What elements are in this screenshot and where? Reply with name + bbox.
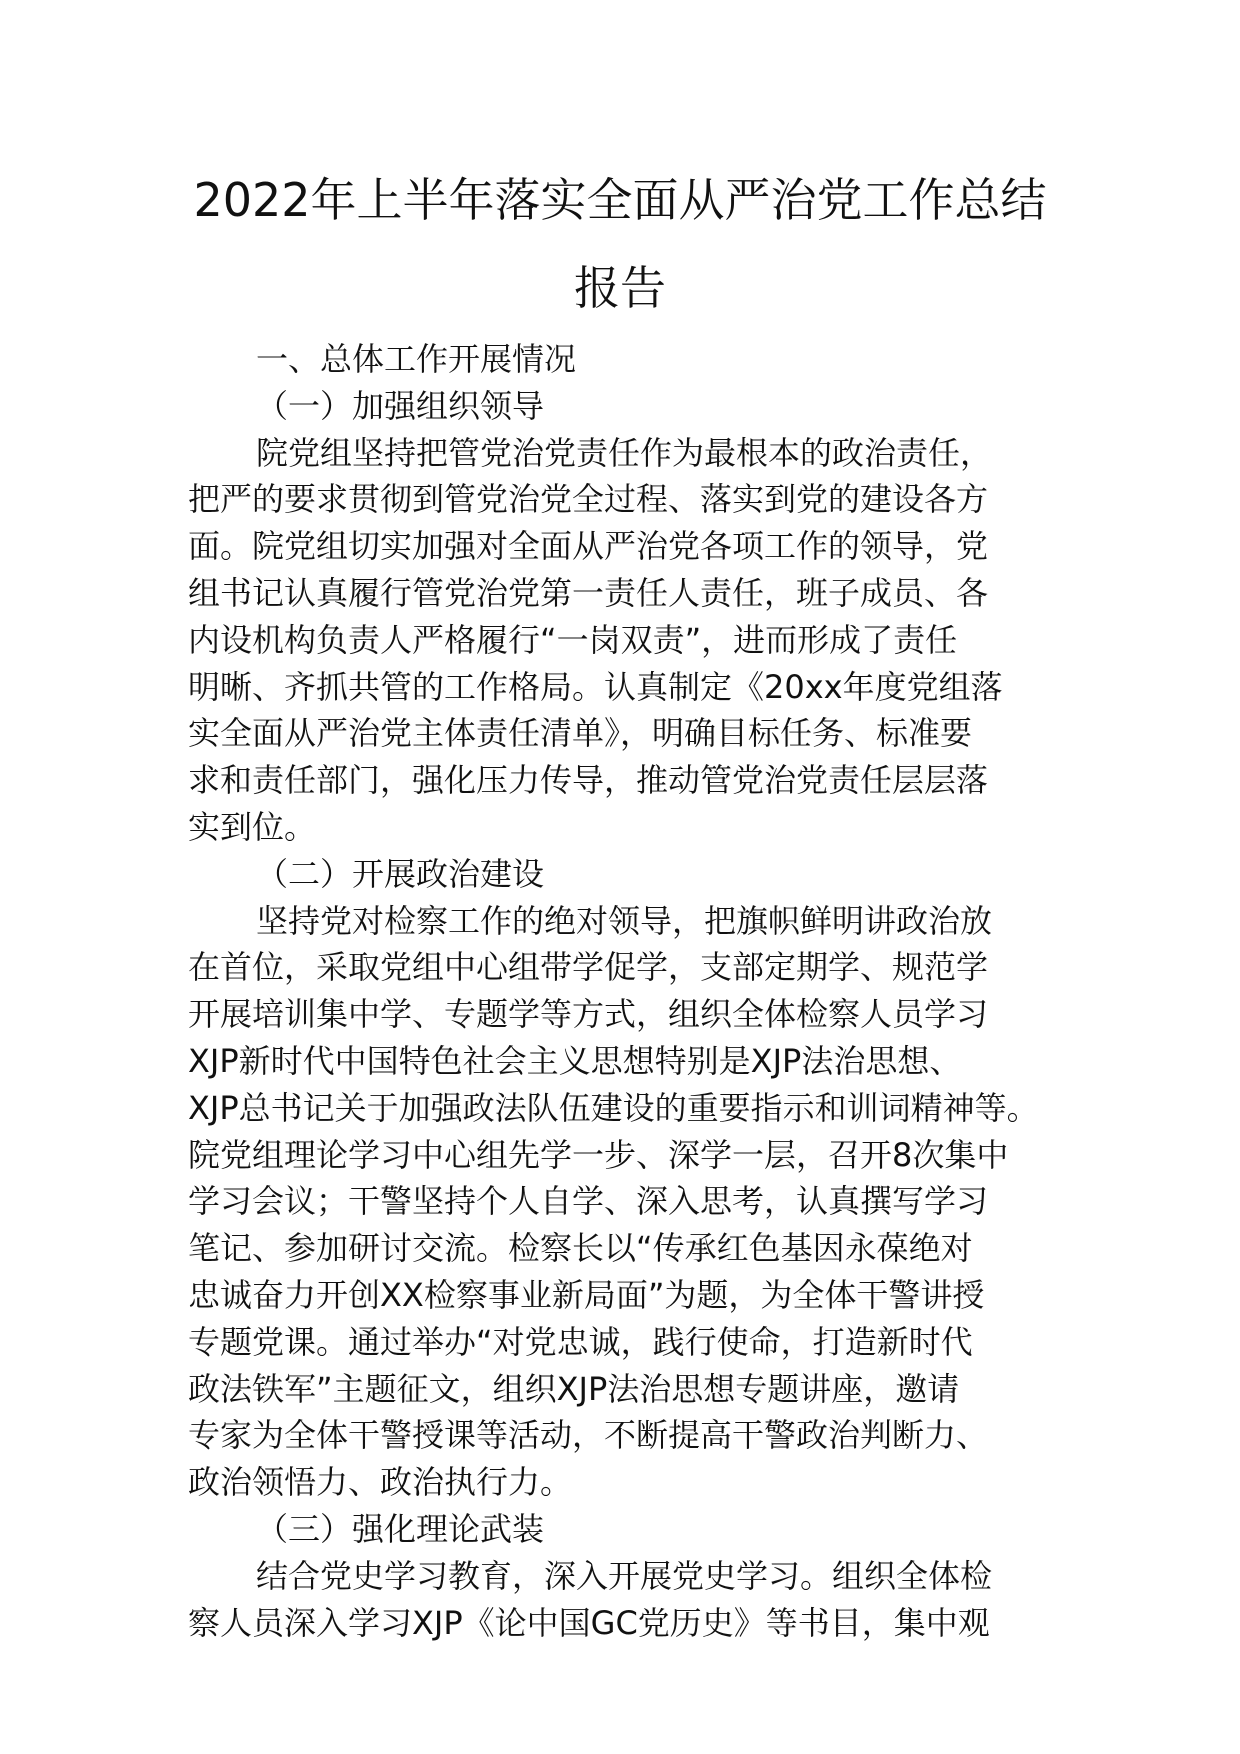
paragraph-line: 求和责任部门，强化压力传导，推动管党治党责任层层落 (188, 761, 989, 800)
paragraph-line: 察人员深入学习XJP《论中国GC党历史》等书目，集中观 (188, 1603, 990, 1642)
section-heading: （一）加强组织领导 (256, 386, 545, 425)
document-body (188, 336, 1068, 1646)
section-heading: （二）开展政治建设 (256, 854, 545, 893)
paragraph-line: 面。院党组切实加强对全面从严治党各项工作的领导，党 (188, 527, 989, 566)
paragraph-line: 院党组理论学习中心组先学一步、深学一层，召开8次集中 (188, 1135, 1009, 1174)
paragraph-line: 内设机构负责人严格履行“一岗双责”，进而形成了责任 (188, 620, 958, 659)
paragraph-line: 在首位，采取党组中心组带学促学，支部定期学、规范学 (188, 948, 989, 987)
paragraph-line: 学习会议；干警坚持个人自学、深入思考，认真撰写学习 (188, 1182, 989, 1221)
paragraph-line: 坚持党对检察工作的绝对领导，把旗帜鲜明讲政治放 (256, 901, 993, 940)
document-title-line-2: 报告 (574, 261, 666, 315)
paragraph-line: 政治领悟力、政治执行力。 (188, 1463, 573, 1502)
paragraph-line: 专家为全体干警授课等活动，不断提高干警政治判断力、 (188, 1416, 989, 1455)
paragraph-line: 实到位。 (188, 807, 317, 846)
paragraph-line: 笔记、参加研讨交流。检察长以“传承红色基因永葆绝对 (188, 1229, 973, 1268)
paragraph-line: 把严的要求贯彻到管党治党全过程、落实到党的建设各方 (188, 480, 989, 519)
paragraph-line: 组书记认真履行管党治党第一责任人责任，班子成员、各 (188, 573, 989, 612)
paragraph-line: 实全面从严治党主体责任清单》，明确目标任务、标准要 (188, 714, 973, 753)
section-heading: （三）强化理论武装 (256, 1509, 545, 1548)
paragraph-line: XJP总书记关于加强政法队伍建设的重要指示和训词精神等。 (188, 1088, 1039, 1127)
paragraph-line: XJP新时代中国特色社会主义思想特别是XJP法治思想、 (188, 1041, 962, 1080)
paragraph-line: 忠诚奋力开创XX检察事业新局面”为题，为全体干警讲授 (188, 1275, 985, 1314)
section-heading: 一、总体工作开展情况 (256, 340, 577, 378)
paragraph-line: 结合党史学习教育，深入开展党史学习。组织全体检 (256, 1556, 993, 1595)
paragraph-line: 开展培训集中学、专题学等方式，组织全体检察人员学习 (188, 995, 989, 1034)
paragraph-line: 明晰、齐抓共管的工作格局。认真制定《20xx年度党组落 (188, 667, 1003, 706)
document-title-line-1: 2022年上半年落实全面从严治党工作总结 (193, 173, 1047, 227)
paragraph-line: 政法铁军”主题征文，组织XJP法治思想专题讲座，邀请 (188, 1369, 960, 1408)
paragraph-line: 院党组坚持把管党治党责任作为最根本的政治责任， (256, 433, 993, 472)
paragraph-line: 专题党课。通过举办“对党忠诚，践行使命，打造新时代 (188, 1322, 973, 1361)
